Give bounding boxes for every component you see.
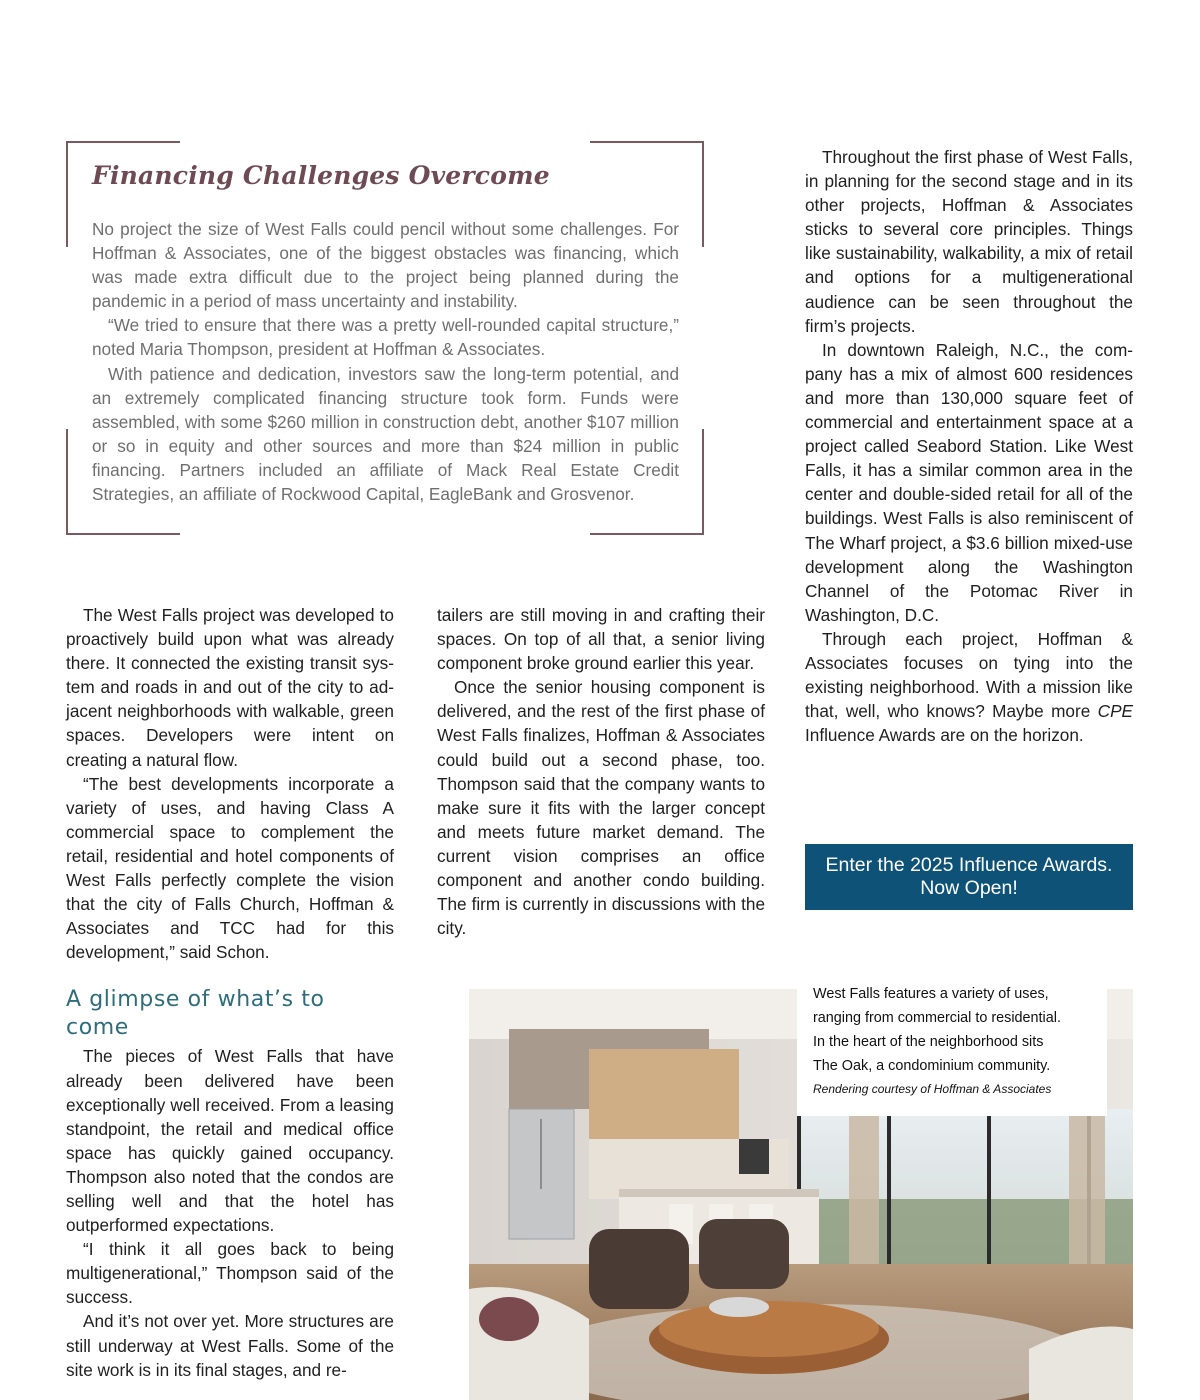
caption-line: ranging from commercial to residential. bbox=[813, 1010, 1061, 1026]
closing-text-start: Through each project, Hoffman & Associates focuses on tying into the existing neighborhood. With a mission like that, well, who knows? Maybe more bbox=[805, 628, 1133, 722]
section-subheading: A glimpse of what’s to come bbox=[66, 987, 325, 1041]
cta-line-2: Now Open! bbox=[920, 877, 1018, 899]
sidebar-box bbox=[66, 141, 704, 535]
cta-line-1: Enter the 2025 Influence Awards. bbox=[825, 854, 1113, 876]
body-paragraph: Once the senior housing component is delivered, and the rest of the first phase of West Falls finalizes, Hoffman & Associates could build out a second phase, too. Thompson said that the company wants to make sure it fits with the larger concept and meets future market demand. The current vision comprises an office component and another condo building. The firm is currently in discussions with the city. bbox=[437, 677, 765, 939]
body-paragraph: tailers are still moving in and crafting their spaces. On top of all that, a senior living component broke ground earlier this year. bbox=[437, 605, 765, 674]
body-paragraph: In downtown Raleigh, N.C., the company has a mix of almost 600 residences and more than 130,000 square feet of commercial and entertainment space at a project called Seabord Station. Like West Falls, it has a similar common area in the center and double-sided retail for all of the buildings. West Falls is also reminiscent of The Wharf project, a $3.6 billion mixed-use development along the Washington Channel of the Potomac River in Washington, D.C. bbox=[805, 339, 1133, 625]
article-column-2 bbox=[437, 603, 765, 940]
article-column-3 bbox=[805, 145, 1133, 747]
caption-line: In the heart of the neighborhood sits bbox=[813, 1034, 1044, 1050]
sidebar-paragraph: With patience and dedication, investors saw the long-term potential, and an extremely complicated financing structure took form. Funds were assembled, with some $260 million in construction debt, another $107 million or so in equity and other sources and more than $24 million in public financing. Partners included an affiliate of Mack Real Estate Credit Strategies, an affiliate of Rockwood Capital, EagleBank and Grosvenor. bbox=[92, 363, 679, 505]
article-column-1 bbox=[66, 603, 394, 1382]
publication-name: CPE bbox=[1097, 701, 1133, 722]
image-caption bbox=[797, 982, 1107, 1116]
caption-line: West Falls features a variety of uses, bbox=[813, 986, 1049, 1002]
sidebar-body bbox=[92, 217, 679, 506]
body-paragraph: And it’s not over yet. More structures are still underway at West Falls. Some of the site work is in its final stages, and re- bbox=[66, 1311, 394, 1380]
body-paragraph-closing bbox=[805, 627, 1133, 747]
closing-text-end: Influence Awards are on the horizon. bbox=[805, 725, 1084, 746]
influence-awards-cta-button[interactable] bbox=[805, 844, 1133, 910]
caption-line: The Oak, a condominium community. bbox=[813, 1058, 1051, 1074]
body-paragraph: “The best developments incorporate a variety of uses, and having Class A commercial space to complement the retail, residential and hotel components of West Falls perfectly complete the vision that the city of Falls Church, Hoffman & Associates and TCC had for this development,” said Schon. bbox=[66, 773, 394, 963]
body-paragraph: The pieces of West Falls that have already been delivered have been exceptionally well received. From a leasing standpoint, the retail and medical office space has quickly gained occupancy. Thompson also noted that the condos are selling well and that the hotel has outperformed expectations. bbox=[66, 1046, 394, 1236]
sidebar-paragraph: “We tried to ensure that there was a pretty well-rounded capital structure,” noted Maria Thompson, president at Hoffman & Associates. bbox=[92, 315, 679, 360]
body-paragraph: “I think it all goes back to being multigenerational,” Thompson said of the success. bbox=[66, 1239, 394, 1308]
sidebar-title: Financing Challenges Overcome bbox=[92, 161, 550, 190]
body-paragraph: The West Falls project was developed to proactively build upon what was already there. It connected the existing transit system and roads in and out of the city to adjacent neighborhoods with walkable, green spaces. Developers were intent on creating a natural flow. bbox=[66, 605, 394, 770]
sidebar-paragraph: No project the size of West Falls could pencil without some challenges. For Hoffman & Associates, one of the biggest obstacles was financing, which was made extra difficult due to the project being planned during the pandemic in a period of mass uncertainty and instability. bbox=[92, 219, 679, 312]
image-credit: Rendering courtesy of Hoffman & Associates bbox=[813, 1082, 1052, 1096]
body-paragraph: Throughout the first phase of West Falls, in planning for the second stage and in its other projects, Hoffman & Associates sticks to several core principles. Things like sustainability, walkability, a mix of retail and options for a multigenerational audience can be seen throughout the firm’s projects. bbox=[805, 147, 1133, 336]
